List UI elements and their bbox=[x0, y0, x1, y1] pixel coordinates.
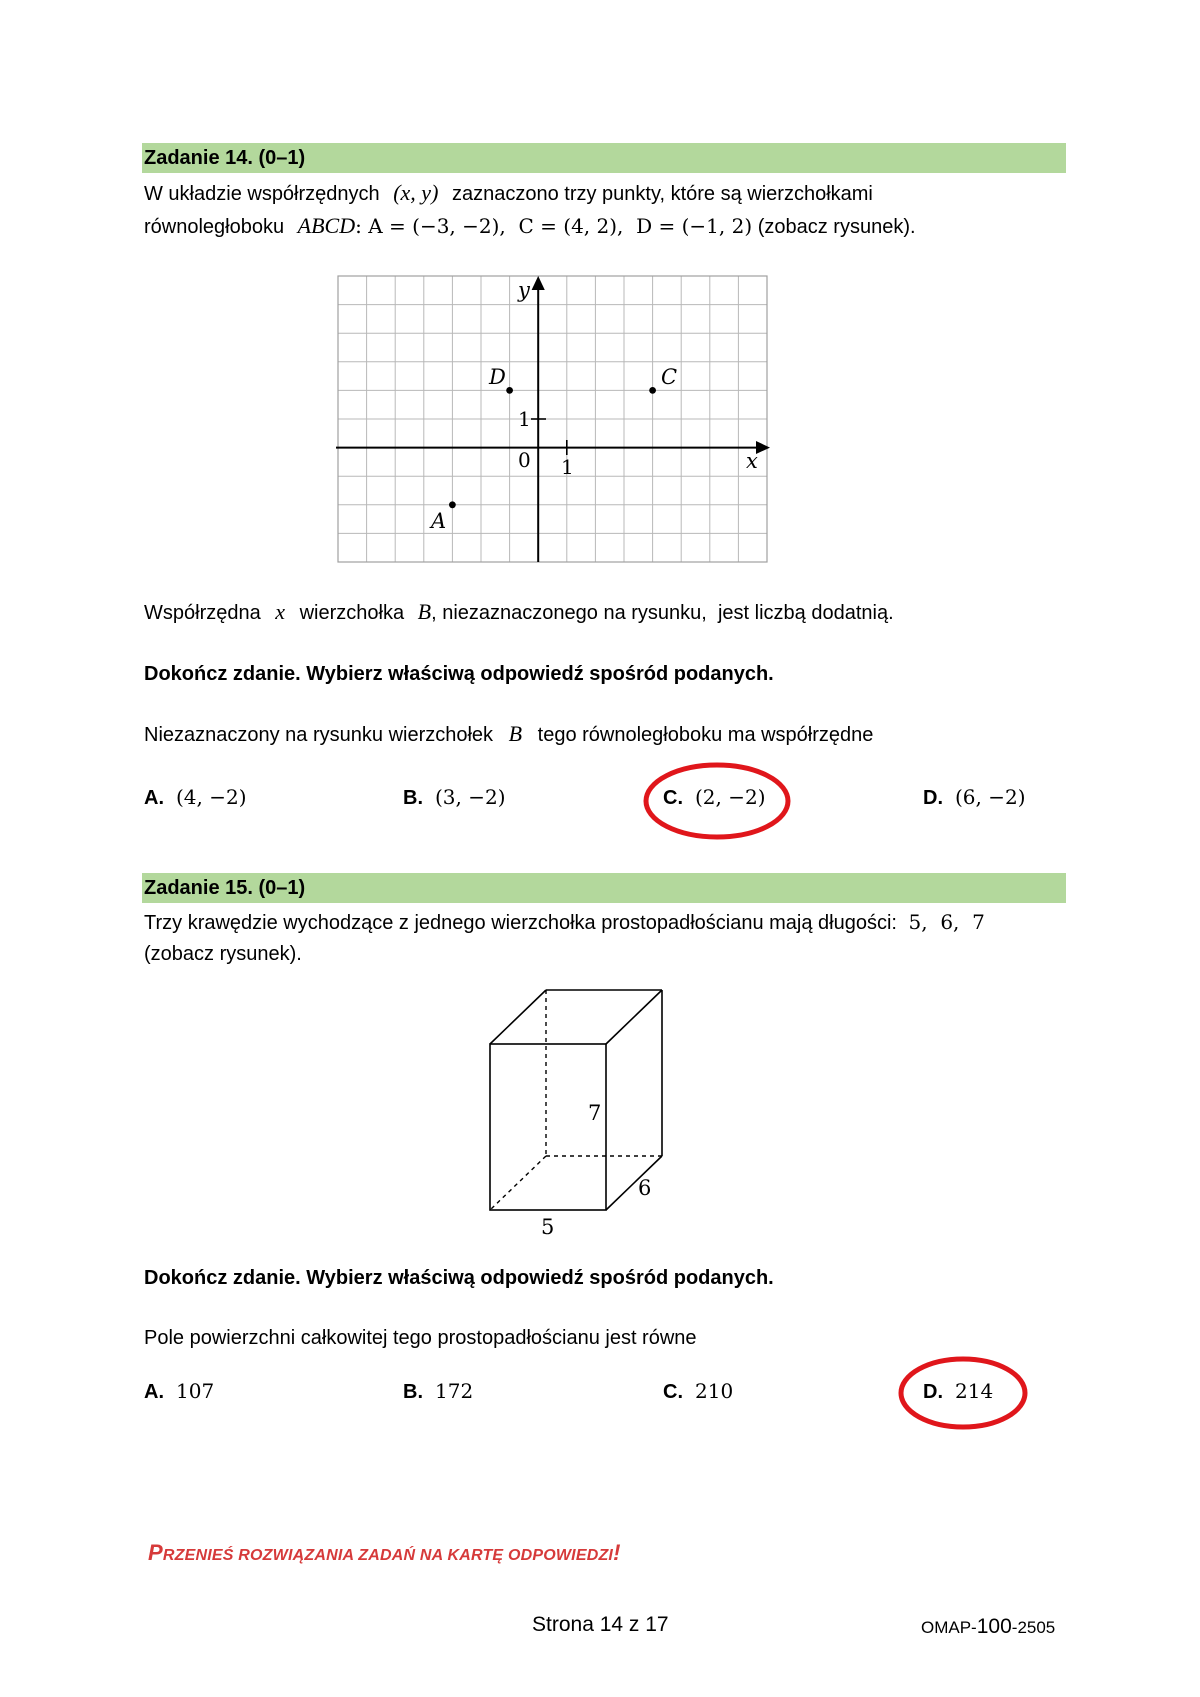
statement-B: B bbox=[417, 599, 432, 624]
statement-text-3: , niezaznaczonego na rysunku, jest liczbą dodatnią. bbox=[431, 602, 894, 624]
intro-text-2: zaznaczono trzy punkty, które są wierzchołkami bbox=[451, 183, 873, 205]
edge-label-6: 6 bbox=[638, 1176, 652, 1200]
x-axis-arrow-icon bbox=[756, 441, 770, 454]
option-value: (4, −2) bbox=[176, 785, 247, 809]
label-one-y: 1 bbox=[518, 407, 531, 431]
intro2-text-b: (zobacz rysunek). bbox=[757, 216, 916, 238]
intro2-abcd: ABCD bbox=[297, 213, 356, 238]
label-A: A bbox=[431, 509, 447, 533]
note-word-1: RZENIEŚ bbox=[162, 1547, 239, 1564]
note-word-4: NA bbox=[419, 1547, 448, 1564]
note-word-6: ODPOWIEDZI bbox=[507, 1547, 614, 1564]
label-y: y bbox=[518, 278, 530, 302]
option-value: 210 bbox=[695, 1379, 734, 1403]
task15-intro-line2: (zobacz rysunek). bbox=[144, 943, 302, 965]
label-D: D bbox=[489, 365, 506, 389]
coordinate-graph bbox=[336, 274, 774, 564]
option-letter: B. bbox=[403, 1381, 423, 1403]
task14-option-b[interactable] bbox=[403, 783, 506, 812]
option-letter: B. bbox=[403, 787, 423, 809]
option-letter: D. bbox=[923, 787, 943, 809]
task14-instruction: Dokończ zdanie. Wybierz właściwą odpowiedź spośród podanych. bbox=[144, 663, 774, 685]
intro-math-xy: (x, y) bbox=[393, 180, 439, 205]
task15-instruction: Dokończ zdanie. Wybierz właściwą odpowiedź spośród podanych. bbox=[144, 1267, 774, 1289]
page-number: Strona 14 z 17 bbox=[532, 1613, 669, 1636]
task14-option-d[interactable] bbox=[923, 783, 1026, 812]
statement-text: Współrzędna bbox=[144, 602, 261, 624]
statement-text-2: wierzchołka bbox=[299, 602, 405, 624]
task14-statement bbox=[144, 599, 894, 626]
point-C bbox=[649, 387, 656, 394]
label-C: C bbox=[661, 365, 678, 389]
task15-option-a[interactable] bbox=[144, 1377, 214, 1406]
option-value: 214 bbox=[955, 1379, 994, 1403]
option-letter: A. bbox=[144, 787, 164, 809]
label-origin: 0 bbox=[518, 448, 531, 472]
intro-text: Trzy krawędzie wychodzące z jednego wierzchołka prostopadłościanu mają długości: bbox=[144, 912, 897, 934]
note-initial: P bbox=[148, 1540, 163, 1565]
answer-circle-mark-task15 bbox=[895, 1353, 1031, 1435]
question-text: Niezaznaczony na rysunku wierzchołek bbox=[144, 724, 494, 746]
intro-numbers: 5, 6, 7 bbox=[908, 910, 985, 934]
task15-heading: Zadanie 15. (0–1) bbox=[142, 873, 1066, 903]
intro2-text: równoległoboku bbox=[144, 216, 285, 238]
option-letter: D. bbox=[923, 1381, 943, 1403]
task14-question bbox=[144, 721, 873, 748]
transfer-answers-note bbox=[148, 1540, 621, 1566]
exam-code bbox=[921, 1614, 1055, 1641]
y-axis-arrow-icon bbox=[532, 276, 545, 290]
label-one-x: 1 bbox=[561, 455, 574, 479]
task14-intro-line1 bbox=[144, 180, 873, 207]
task15-option-c[interactable] bbox=[663, 1377, 733, 1406]
note-word-5: KARTĘ bbox=[447, 1547, 508, 1564]
task15-question: Pole powierzchni całkowitej tego prostopadłościanu jest równe bbox=[144, 1327, 697, 1349]
task15-option-b[interactable] bbox=[403, 1377, 473, 1406]
task14-intro-line2 bbox=[144, 213, 916, 240]
intro-text: W układzie współrzędnych bbox=[144, 183, 380, 205]
option-value: 172 bbox=[435, 1379, 474, 1403]
option-value: 107 bbox=[176, 1379, 215, 1403]
option-value: (2, −2) bbox=[695, 785, 766, 809]
task14-heading: Zadanie 14. (0–1) bbox=[142, 143, 1066, 173]
code-suffix: -2505 bbox=[1011, 1618, 1056, 1637]
question-B: B bbox=[508, 721, 523, 746]
label-x: x bbox=[746, 449, 758, 473]
edge-label-5: 5 bbox=[541, 1215, 555, 1239]
note-word-2: ROZWIĄZANIA bbox=[238, 1547, 359, 1564]
option-letter: A. bbox=[144, 1381, 164, 1403]
option-value: (3, −2) bbox=[435, 785, 506, 809]
option-letter: C. bbox=[663, 787, 683, 809]
statement-x: x bbox=[275, 599, 286, 624]
note-exclamation: ! bbox=[613, 1540, 621, 1565]
answer-circle-mark-task14 bbox=[640, 760, 794, 844]
grid bbox=[338, 276, 767, 562]
task14-option-a[interactable] bbox=[144, 783, 247, 812]
question-text-2: tego równoległoboku ma współrzędne bbox=[537, 724, 874, 746]
note-word-3: ZADAŃ bbox=[358, 1547, 420, 1564]
point-A bbox=[449, 501, 456, 508]
point-D bbox=[506, 387, 513, 394]
code-number: 100 bbox=[976, 1615, 1012, 1638]
cuboid-figure bbox=[486, 982, 676, 1214]
code-prefix: OMAP- bbox=[921, 1618, 977, 1637]
option-value: (6, −2) bbox=[955, 785, 1026, 809]
task15-intro-line1 bbox=[144, 909, 985, 936]
edge-label-7: 7 bbox=[588, 1101, 602, 1125]
option-letter: C. bbox=[663, 1381, 683, 1403]
intro2-points: : A = (−3, −2), C = (4, 2), D = (−1, 2) bbox=[355, 214, 753, 238]
